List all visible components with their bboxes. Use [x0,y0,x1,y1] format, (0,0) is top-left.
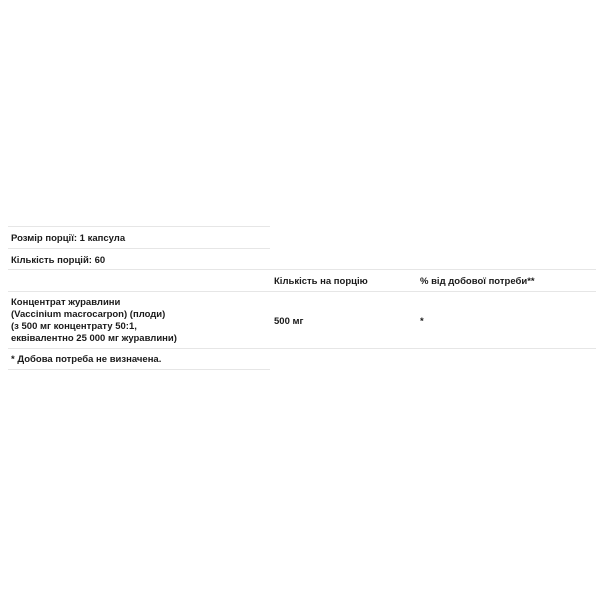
footnote: * Добова потреба не визначена. [11,354,162,365]
divider [8,226,270,227]
divider [8,248,270,249]
divider [8,291,596,292]
ingredient-amount: 500 мг [274,316,304,327]
header-daily-value: % від добової потреби** [420,276,535,287]
serving-size: Розмір порції: 1 капсула [11,233,126,244]
header-amount-per-serving: Кількість на порцію [274,276,368,287]
ingredient-name: Концентрат журавлини (Vaccinium macrocarpon) (плоди) (з 500 мг концентрату 50:1, еквівалентно 25 000 мг журавлини) [11,297,177,344]
divider [8,369,270,370]
divider [8,348,596,349]
ingredient-daily-value: * [420,316,424,327]
servings-per-container: Кількість порцій: 60 [11,255,106,266]
divider [8,269,596,270]
